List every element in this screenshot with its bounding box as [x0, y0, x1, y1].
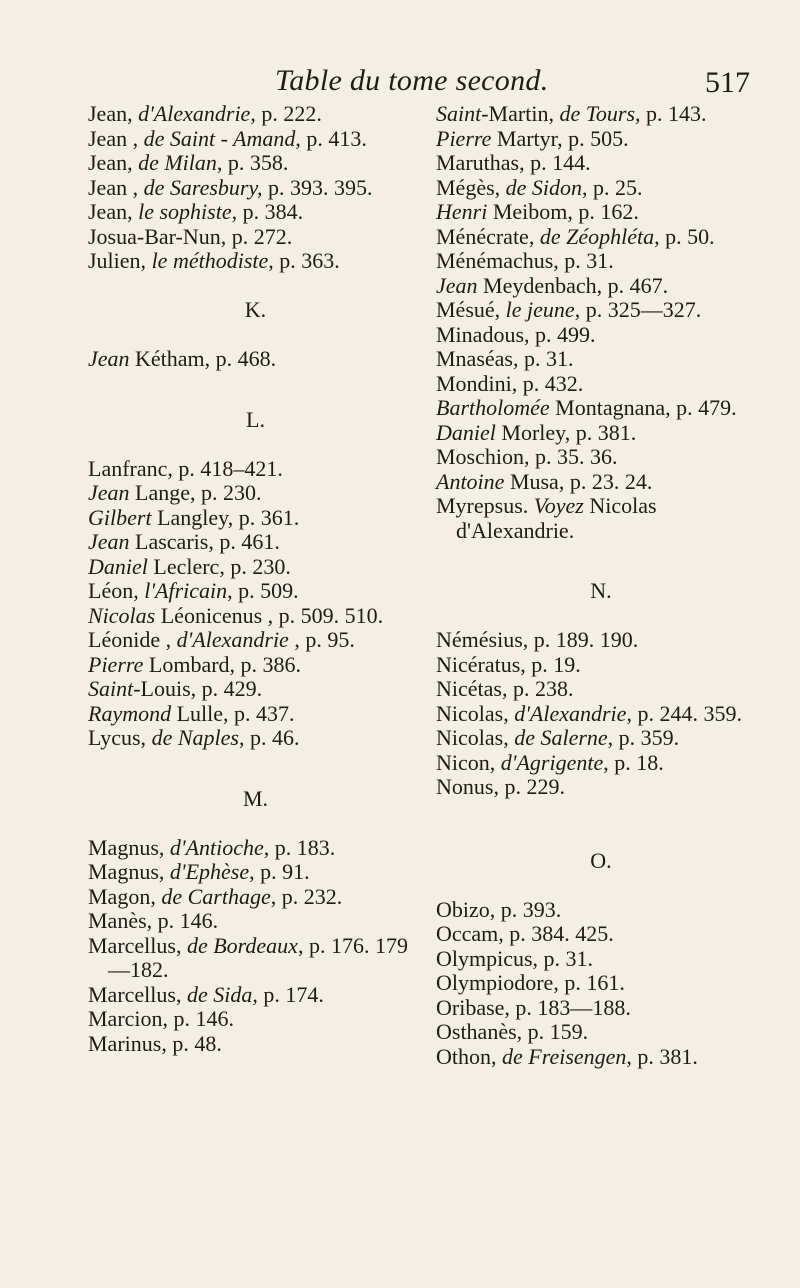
index-entry: [436, 372, 766, 397]
index-entry: [88, 102, 423, 127]
entry-italic-text: Daniel: [436, 419, 496, 445]
entry-text: , p. 91.: [249, 859, 310, 884]
entry-italic-text: Saint: [88, 676, 134, 701]
index-entry: [88, 347, 423, 372]
entry-italic-text: d'Antioche: [169, 834, 264, 860]
index-entry: [436, 1045, 766, 1070]
section-letter: M.: [242, 785, 269, 811]
index-entry: [88, 530, 423, 555]
entry-text: -Martin,: [481, 101, 560, 126]
entry-text: Marinus, p. 48.: [88, 1030, 222, 1056]
entry-text: Olympiodore, p. 161.: [436, 970, 625, 995]
entry-text: , p. 381.: [626, 1043, 698, 1069]
index-entry: [436, 996, 766, 1021]
spacer: [88, 274, 423, 299]
index-entry: [88, 127, 423, 152]
index-entry: [88, 909, 423, 934]
entry-italic-text: d'Alexandrie: [514, 700, 627, 726]
entry-italic-text: Gilbert: [88, 504, 152, 530]
entry-text: , p. 18.: [603, 749, 664, 775]
entry-text: Mésué,: [436, 297, 506, 322]
entry-italic-text: Pierre: [88, 651, 144, 677]
index-entry: [436, 947, 766, 972]
index-entry: [88, 836, 423, 861]
entry-text: , p. 176. 179—182.: [108, 932, 408, 982]
entry-italic-text: l'Africain: [144, 578, 228, 603]
entry-text: Ménécrate,: [436, 223, 540, 249]
entry-text: Mégès,: [436, 174, 506, 200]
page-number: 517: [705, 66, 750, 99]
entry-text: , p. 232.: [270, 883, 343, 909]
index-entry: [436, 898, 766, 923]
entry-text: , p. 359.: [607, 725, 680, 750]
entry-text: Osthanès, p. 159.: [436, 1019, 589, 1044]
entry-text: , p. 95.: [288, 627, 355, 652]
index-entry: [88, 885, 423, 910]
entry-text: Morley, p. 381.: [495, 419, 637, 445]
entry-italic-text: de Bordeaux: [186, 932, 298, 958]
entry-italic-text: Raymond: [88, 700, 172, 726]
entry-italic-text: Nicolas: [88, 602, 156, 628]
index-entry: [436, 151, 766, 176]
entry-text: Némésius, p. 189. 190.: [436, 627, 639, 652]
index-entry: [88, 934, 423, 983]
entry-italic-text: Pierre: [436, 125, 492, 151]
index-entry: [436, 127, 766, 152]
index-entry: [88, 225, 423, 250]
entry-italic-text: de Carthage: [161, 883, 271, 909]
index-entry: [88, 702, 423, 727]
entry-text: Marcellus,: [88, 932, 187, 958]
entry-italic-text: Jean: [88, 529, 130, 554]
entry-text: Léonide ,: [88, 627, 177, 652]
entry-italic-text: de Salerne: [514, 725, 608, 750]
index-entry: [436, 726, 766, 751]
index-entry: [436, 628, 766, 653]
index-entry: [88, 506, 423, 531]
entry-text: , p. 222.: [250, 101, 322, 126]
index-entry: [436, 396, 766, 421]
entry-text: Meibom, p. 162.: [487, 199, 639, 224]
entry-italic-text: Bartholomée: [436, 395, 550, 420]
entry-italic-text: de Saresbury,: [143, 174, 263, 200]
entry-text: -Louis, p. 429.: [133, 676, 263, 701]
index-entry: [88, 176, 423, 201]
index-entry: [436, 200, 766, 225]
index-entry: [436, 751, 766, 776]
spacer: [88, 323, 423, 348]
entry-text: Magon,: [88, 883, 162, 909]
spacer: [436, 873, 766, 898]
entry-text: Julien,: [88, 248, 152, 273]
entry-text: Manès, p. 146.: [88, 908, 219, 933]
entry-text: Myrepsus.: [436, 493, 534, 518]
section-letter: L.: [246, 406, 265, 432]
entry-text: Jean,: [88, 199, 139, 224]
entry-text: Leclerc, p. 230.: [147, 553, 291, 579]
entry-text: p. 393. 395.: [262, 174, 373, 200]
entry-text: , p. 363.: [268, 248, 340, 273]
entry-text: , p. 50.: [654, 223, 715, 249]
entry-text: Kétham, p. 468.: [129, 346, 277, 371]
entry-text: , p. 183.: [263, 834, 336, 860]
entry-text: Lascaris, p. 461.: [129, 529, 280, 554]
spacer: [436, 543, 766, 579]
entry-text: , p. 46.: [238, 725, 300, 750]
index-entry: [436, 922, 766, 947]
section-letter: N.: [590, 578, 612, 603]
entry-italic-text: Antoine: [436, 468, 505, 494]
spacer: [88, 372, 423, 408]
entry-italic-text: d'Ephèse: [169, 859, 250, 884]
entry-text: Marcellus,: [88, 981, 187, 1007]
index-entry: [436, 445, 766, 470]
index-entry: [88, 579, 423, 604]
index-entry: [436, 494, 766, 543]
entry-text: Lange, p. 230.: [129, 480, 262, 505]
entry-text: , p. 25.: [582, 174, 643, 200]
index-entry: [88, 555, 423, 580]
entry-text: Lombard, p. 386.: [143, 651, 302, 677]
entry-text: , p. 509.: [227, 578, 299, 603]
entry-text: Nicolas d'Alexandrie.: [456, 493, 657, 543]
entry-text: Josua-Bar-Nun, p. 272.: [88, 223, 293, 249]
index-entry: [88, 1007, 423, 1032]
entry-italic-text: le jeune: [505, 297, 575, 322]
entry-text: , p. 143.: [635, 101, 707, 126]
entry-italic-text: de Milan: [138, 150, 217, 175]
spacer: [88, 811, 423, 836]
index-entry: [436, 470, 766, 495]
entry-text: Occam, p. 384. 425.: [436, 921, 614, 946]
entry-italic-text: de Saint - Amand: [143, 125, 296, 151]
entry-italic-text: le sophiste: [138, 199, 232, 224]
entry-text: , p. 384.: [231, 199, 304, 224]
index-entry: [436, 225, 766, 250]
entry-italic-text: de Zéophléta: [539, 223, 655, 249]
entry-italic-text: Henri: [436, 199, 488, 224]
spacer: [88, 751, 423, 787]
index-entry: [88, 628, 423, 653]
spacer: [436, 800, 766, 849]
entry-text: Jean,: [88, 101, 139, 126]
section-letter: K.: [244, 297, 267, 322]
entry-text: Maruthas, p. 144.: [436, 150, 591, 175]
entry-italic-text: d'Alexandrie: [138, 101, 251, 126]
entry-text: Jean,: [88, 150, 139, 175]
spacer: [436, 604, 766, 629]
spacer: [88, 432, 423, 457]
entry-italic-text: le méthodiste: [151, 248, 269, 273]
entry-text: Nicératus, p. 19.: [436, 651, 581, 677]
index-entry: [88, 860, 423, 885]
index-entry: [88, 604, 423, 629]
index-entry: [88, 151, 423, 176]
index-entry: [436, 323, 766, 348]
entry-text: Montagnana, p. 479.: [549, 395, 737, 420]
entry-italic-text: Voyez: [533, 493, 584, 518]
entry-italic-text: Jean: [88, 480, 130, 505]
index-entry: [88, 200, 423, 225]
index-entry: [436, 298, 766, 323]
entry-text: Moschion, p. 35. 36.: [436, 444, 618, 469]
entry-italic-text: de Freisengen: [502, 1043, 627, 1069]
entry-text: , p. 358.: [216, 150, 289, 175]
page-title: Table du tome second.: [275, 64, 549, 97]
entry-text: Lulle, p. 437.: [171, 700, 295, 726]
section-letter: O.: [590, 847, 612, 873]
index-entry: [88, 677, 423, 702]
index-entry: [436, 274, 766, 299]
entry-text: Lycus,: [88, 725, 152, 750]
entry-text: Martyr, p. 505.: [491, 125, 629, 151]
index-column-left: [88, 102, 423, 1056]
index-entry: [436, 421, 766, 446]
index-entry: [436, 1020, 766, 1045]
entry-text: Nicétas, p. 238.: [436, 676, 574, 701]
index-entry: [436, 102, 766, 127]
entry-italic-text: Daniel: [88, 553, 148, 579]
entry-text: Minadous, p. 499.: [436, 321, 596, 347]
index-entry: [88, 481, 423, 506]
index-entry: [88, 653, 423, 678]
entry-text: Ménémachus, p. 31.: [436, 248, 614, 273]
entry-text: Obizo, p. 393.: [436, 896, 562, 922]
index-entry: [88, 457, 423, 482]
entry-text: Nicolas,: [436, 725, 515, 750]
entry-text: Jean ,: [88, 125, 144, 151]
entry-italic-text: d'Agrigente: [500, 749, 604, 775]
entry-text: Nicolas,: [436, 700, 515, 726]
entry-text: Meydenbach, p. 467.: [477, 272, 669, 298]
running-header: [0, 58, 800, 102]
index-column-right: [436, 102, 766, 1069]
entry-text: , p. 413.: [295, 125, 367, 151]
entry-text: Magnus,: [88, 834, 170, 860]
entry-text: Léon,: [88, 578, 145, 603]
index-entry: [88, 249, 423, 274]
index-entry: [436, 971, 766, 996]
index-entry: [436, 347, 766, 372]
entry-text: Lanfranc, p. 418–421.: [88, 455, 283, 481]
entry-text: Langley, p. 361.: [151, 504, 300, 530]
entry-text: , p. 244. 359.: [626, 700, 742, 726]
entry-text: Magnus,: [88, 859, 170, 884]
index-entry: [88, 1032, 423, 1057]
entry-text: Marcion, p. 146.: [88, 1006, 235, 1031]
entry-italic-text: de Sida: [186, 981, 253, 1007]
entry-text: Nonus, p. 229.: [436, 774, 565, 799]
index-entry: [436, 775, 766, 800]
index-entry: [436, 176, 766, 201]
index-entry: [88, 726, 423, 751]
entry-text: , p. 325—327.: [574, 297, 702, 322]
index-entry: [88, 983, 423, 1008]
entry-italic-text: de Sidon: [505, 174, 583, 200]
entry-text: Léonicenus , p. 509. 510.: [155, 602, 384, 628]
entry-italic-text: Jean: [88, 346, 130, 371]
entry-text: Musa, p. 23. 24.: [504, 468, 653, 494]
entry-italic-text: Jean: [436, 272, 478, 298]
entry-text: Mondini, p. 432.: [436, 370, 584, 396]
entry-text: Oribase, p. 183—188.: [436, 994, 631, 1020]
entry-text: Jean ,: [88, 174, 144, 200]
entry-italic-text: d'Alexandrie: [176, 627, 289, 652]
entry-text: Mnaséas, p. 31.: [436, 346, 574, 371]
entry-text: Nicon,: [436, 749, 501, 775]
index-entry: [436, 653, 766, 678]
entry-text: Olympicus, p. 31.: [436, 945, 594, 971]
entry-italic-text: de Tours: [559, 101, 636, 126]
index-entry: [436, 249, 766, 274]
index-entry: [436, 677, 766, 702]
index-entry: [436, 702, 766, 727]
entry-italic-text: Saint: [436, 101, 482, 126]
entry-italic-text: de Naples: [151, 725, 239, 750]
entry-text: , p. 174.: [252, 981, 324, 1007]
entry-text: Othon,: [436, 1043, 502, 1069]
